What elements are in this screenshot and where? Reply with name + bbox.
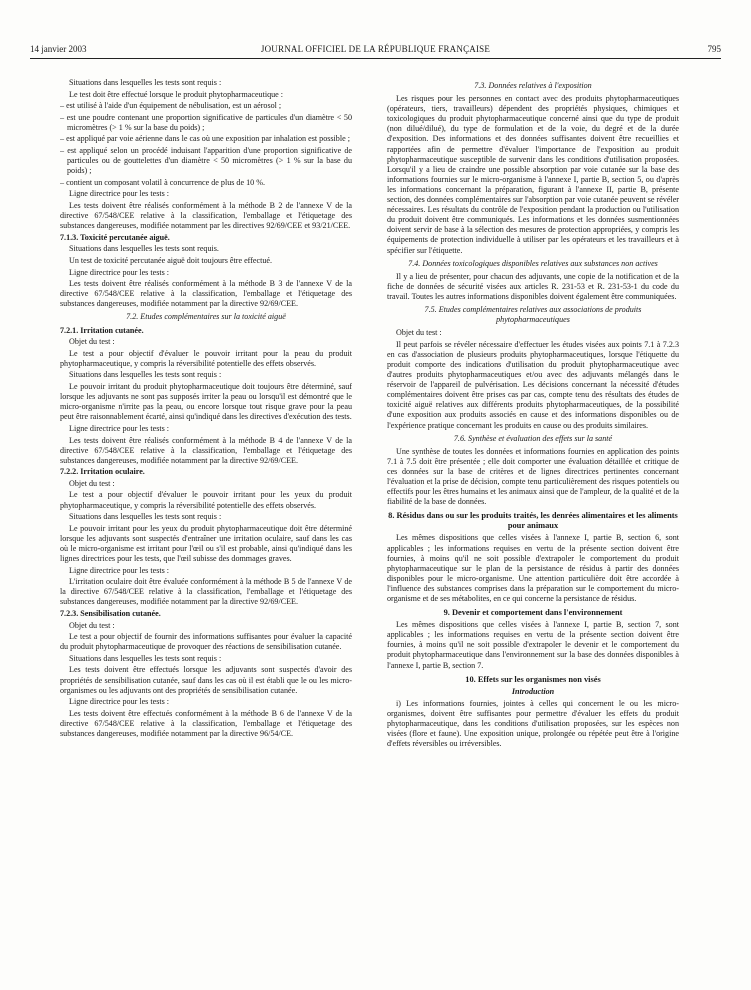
header-rule bbox=[30, 58, 721, 59]
left-paragraph: Situations dans lesquelles les tests sont requis : bbox=[69, 512, 222, 522]
right-subsection-heading: 7.5. Etudes complémentaires relatives aux associations de produits phytopharmaceutiques bbox=[424, 304, 642, 325]
left-paragraph: Ligne directrice pour les tests : bbox=[69, 565, 170, 575]
right-section-title: 10. Effets sur les organismes non visés bbox=[465, 674, 601, 684]
left-paragraph: Ligne directrice pour les tests : bbox=[69, 423, 170, 433]
right-section-title: 9. Devenir et comportement dans l'environnement bbox=[443, 608, 623, 618]
right-subsection-heading: 7.6. Synthèse et évaluation des effets sur la santé bbox=[453, 433, 613, 443]
left-section-heading: 7.2.2. Irritation oculaire. bbox=[60, 467, 145, 477]
left-paragraph: Les tests doivent être effectués lorsque les adjuvants sont suspectés d'avoir des propriétés de sensibilisation cutanée, sauf dans les cas où il est établi que le ou les micro-organismes ou les adjuvants ont des propriétés de sensibilisation cutanée. bbox=[60, 665, 352, 695]
left-paragraph: Le test a pour objectif d'évaluer le pouvoir irritant pour la peau du produit phytopharmaceutique, y compris la réversibilité potentielle des effets observés. bbox=[60, 348, 352, 368]
right-paragraph: Objet du test : bbox=[396, 328, 442, 338]
left-list-item: – est appliqué par voie aérienne dans le cas où une exposition par inhalation est possible ; bbox=[60, 134, 350, 144]
right-subsection-heading: 7.4. Données toxicologiques disponibles relatives aux substances non actives bbox=[408, 258, 658, 268]
left-section-heading: 7.2.3. Sensibilisation cutanée. bbox=[60, 609, 161, 618]
right-paragraph: Les mêmes dispositions que celles visées à l'annexe I, partie B, section 7, sont applicables ; les informations requises en vertu de la présente section doivent être fournies, à moins qu'il ne soit possible d'extrapoler le devenir et le comportement du produit phytopharmaceutique dans l'environnement sur la base des données disponibles à l'annexe I, partie B, section 7. bbox=[387, 620, 679, 670]
left-paragraph: Situations dans lesquelles les tests sont requis : bbox=[69, 653, 222, 663]
left-paragraph: Le test a pour objectif de fournir des informations suffisantes pour évaluer la capacité du produit phytopharmaceutique de provoquer des réactions de sensibilisation cutanée. bbox=[60, 632, 352, 652]
left-section-heading: 7.2.1. Irritation cutanée. bbox=[60, 325, 144, 335]
right-paragraph: i) Les informations fournies, jointes à celles qui concernent le ou les micro-organismes, doivent être suffisantes pour permettre d'évaluer les effets du produit phytopharmaceutique, dans les conditions d'utilisation proposées, sur les espèces non visées (flore et faune). Une exposition unique, prolongée ou répétée peut être à l'origine d'effets réversibles ou irréversibles. bbox=[387, 698, 679, 749]
left-paragraph: Objet du test : bbox=[69, 620, 115, 630]
left-list-item: – est appliqué selon un procédé induisant l'apparition d'une proportion significative de particules ou de gouttelettes d'un diamètre < 50 micromètres (> 1 % sur la base du poids) ; bbox=[60, 146, 352, 176]
left-paragraph: Le test doit être effectué lorsque le produit phytopharmaceutique : bbox=[69, 89, 284, 99]
left-paragraph: Situations dans lesquelles les tests sont requis : bbox=[69, 78, 222, 87]
right-paragraph: Il peut parfois se révéler nécessaire d'effectuer les études visées aux points 7.1 à 7.2.3 en cas d'association de plusieurs produits phytopharmaceutiques, lorsque l'étiquette du produit comporte des indications d'utilisation du produit phytopharmaceutique avec d'autres produits phytopharmaceutiques et/ou avec des adjuvants mélangés dans le réservoir de l'appareil de pulvérisation. Les décisions concernant la nécessité d'études complémentaires doivent être prises cas par cas, compte tenu des résultats des études de toxicité aiguë relatives aux différents produits phytopharmaceutiques, de la possibilité d'une exposition aux produits associés en cause et des informations disponibles ou de l'expérience pratique concernant les produits en cause ou des produits similaires. bbox=[387, 339, 679, 430]
header-page-number: 795 bbox=[707, 44, 721, 54]
left-paragraph: Situations dans lesquelles les tests sont requis : bbox=[69, 370, 222, 380]
right-paragraph: Une synthèse de toutes les données et informations fournies en application des points 7.1 à 7.5 doit être présentée ; elle doit comporter une évaluation détaillée et critique de ces données sur la base de critères et de lignes directrices pertinentes concernant l'évaluation et la prise de décision, compte tenu particulièrement des risques potentiels ou effectifs pour les êtres humains et les animaux ainsi que de l'ampleur, de la qualité et de la fiabilité de la base de données. bbox=[387, 446, 679, 507]
left-list-item: – contient un composant volatil à concurrence de plus de 10 %. bbox=[60, 177, 265, 187]
right-paragraph: Les mêmes dispositions que celles visées à l'annexe I, partie B, section 6, sont applicables ; les informations requises en vertu de la présente section doivent être fournies, à moins qu'il ne soit possible d'extrapoler le comportement du produit phytopharmaceutique sur le plan de la persistance de résidus à partir des données disponibles pour le micro-organisme. Une attention particulière doit être accordée à l'influence des substances comprises dans la préparation sur le comportement du micro-organisme et de ses métabolites, en ce qui concerne la persistance de résidus. bbox=[387, 533, 679, 603]
left-list-item: – est une poudre contenant une proportion significative de particules d'un diamètre < 50 micromètres (> 1 % sur la base du poids) ; bbox=[60, 112, 352, 132]
left-paragraph: Le pouvoir irritant du produit phytopharmaceutique doit toujours être déterminé, sauf lorsque les adjuvants ne sont pas supposés irriter la peau ou lorsqu'il est démontré que le micro-organisme n'irrite pas la peau, ou encore lorsque tout risque grave pour la peau peut être raisonnablement écarté, ainsi qu'indiqué dans les directives d'exécution des tests. bbox=[60, 382, 352, 422]
left-subsection-heading: 7.2. Etudes complémentaires sur la toxicité aiguë bbox=[126, 312, 286, 322]
left-paragraph: Ligne directrice pour les tests : bbox=[69, 189, 170, 199]
right-section-title: Introduction bbox=[511, 686, 555, 696]
left-column bbox=[60, 78, 352, 948]
right-paragraph: Les risques pour les personnes en contact avec des produits phytopharmaceutiques (opérateurs, tiers, travailleurs) dépendent des propriétés physiques, chimiques et toxicologiques du produit phytopharmaceutique concerné ainsi que du type de produit (non dilué/dilué), du type de formulation et de la voie, du degré et de la durée d'exposition. Des informations et des données suffisantes doivent être recueillies et rapportées afin de permettre d'évaluer l'importance de l'exposition au produit phytopharmaceutique susceptible de survenir dans les conditions d'utilisation proposées. Lorsqu'il y a lieu de craindre une possible absorption par voie cutanée sur la base des informations fournies sur le micro-organisme à l'annexe I, partie B, section 5, ou d'après les informations concernant la préparation, figurant à l'annexe II, partie B, présente section, des données complémentaires sur l'absorption par voie cutanée peuvent se révéler nécessaires. Les résultats du contrôle de l'exposition pendant la production ou l'utilisation du produit doivent être communiqués. Les informations et les données susmentionnées doivent servir de base à la sélection des mesures de protection appropriées, y compris les équipements de protection individuelle à utiliser par les opérateurs et les travailleurs et à spécifier sur l'étiquette. bbox=[387, 94, 679, 255]
right-subsection-heading: 7.3. Données relatives à l'exposition bbox=[474, 81, 592, 90]
left-paragraph: Objet du test : bbox=[69, 478, 115, 488]
left-paragraph: Les tests doivent être réalisés conformément à la méthode B 2 de l'annexe V de la directive 67/548/CEE relative à la classification, l'emballage et l'étiquetage des substances dangereuses, modifiée notamment par les directives 92/69/CEE et 93/21/CEE. bbox=[60, 201, 352, 231]
page-header bbox=[30, 44, 721, 58]
right-section-title: 8. Résidus dans ou sur les produits traités, les denrées alimentaires et les aliments pour animaux bbox=[388, 511, 678, 531]
right-column bbox=[387, 78, 679, 948]
left-list-item: – est utilisé à l'aide d'un équipement de nébulisation, est un aérosol ; bbox=[60, 101, 282, 111]
left-paragraph: L'irritation oculaire doit être évaluée conformément à la méthode B 5 de l'annexe V de la directive 67/548/CEE relative à la classification, l'emballage et l'étiquetage des substances dangereuses, modifiée notamment par la directive 92/69/CEE. bbox=[60, 577, 352, 607]
left-paragraph: Les tests doivent être effectués conformément à la méthode B 6 de l'annexe V de la directive 67/548/CEE relative à la classification, l'emballage et l'étiquetage des substances dangereuses, modifiée notamment par la directive 96/54/CE. bbox=[60, 708, 352, 739]
left-paragraph: Ligne directrice pour les tests : bbox=[69, 697, 170, 707]
left-paragraph: Les tests doivent être réalisés conformément à la méthode B 4 de l'annexe V de la directive 67/548/CEE relative à la classification, l'emballage et l'étiquetage des substances dangereuses, modifiée notamment par la directive 92/69/CEE. bbox=[60, 435, 352, 465]
header-title: JOURNAL OFFICIEL DE LA RÉPUBLIQUE FRANÇAISE bbox=[260, 44, 491, 54]
left-paragraph: Les tests doivent être réalisés conformément à la méthode B 3 de l'annexe V de la directive 67/548/CEE relative à la classification, l'emballage et l'étiquetage des substances dangereuses, modifiée notamment par la directive 92/69/CEE. bbox=[60, 279, 352, 309]
left-paragraph: Objet du test : bbox=[69, 337, 115, 347]
left-paragraph: Ligne directrice pour les tests : bbox=[69, 267, 170, 277]
left-paragraph: Le test a pour objectif d'évaluer le pouvoir irritant pour les yeux du produit phytopharmaceutique, y compris la réversibilité potentielle des effets observés. bbox=[60, 490, 352, 510]
left-paragraph: Un test de toxicité percutanée aiguë doit toujours être effectué. bbox=[69, 256, 273, 265]
left-paragraph: Le pouvoir irritant pour les yeux du produit phytopharmaceutique doit être déterminé lorsque les adjuvants sont suspectés d'entraîner une irritation oculaire, sauf dans les cas où le micro-organisme est irritant pour l'œil ou s'il est probable, ainsi qu'indiqué dans les lignes directrices pour les tests, que l'œil subisse des dommages graves. bbox=[60, 523, 352, 564]
right-paragraph: Il y a lieu de présenter, pour chacun des adjuvants, une copie de la notification et de la fiche de données de sécurité visées aux articles R. 231-53 et R. 231-53-1 du code du travail. Toutes les autres informations disponibles doivent également être communiquées. bbox=[387, 271, 679, 301]
left-section-heading: 7.1.3. Toxicité percutanée aiguë. bbox=[60, 232, 170, 242]
left-paragraph: Situations dans lesquelles les tests sont requis. bbox=[69, 244, 219, 254]
header-date: 14 janvier 2003 bbox=[30, 44, 87, 54]
